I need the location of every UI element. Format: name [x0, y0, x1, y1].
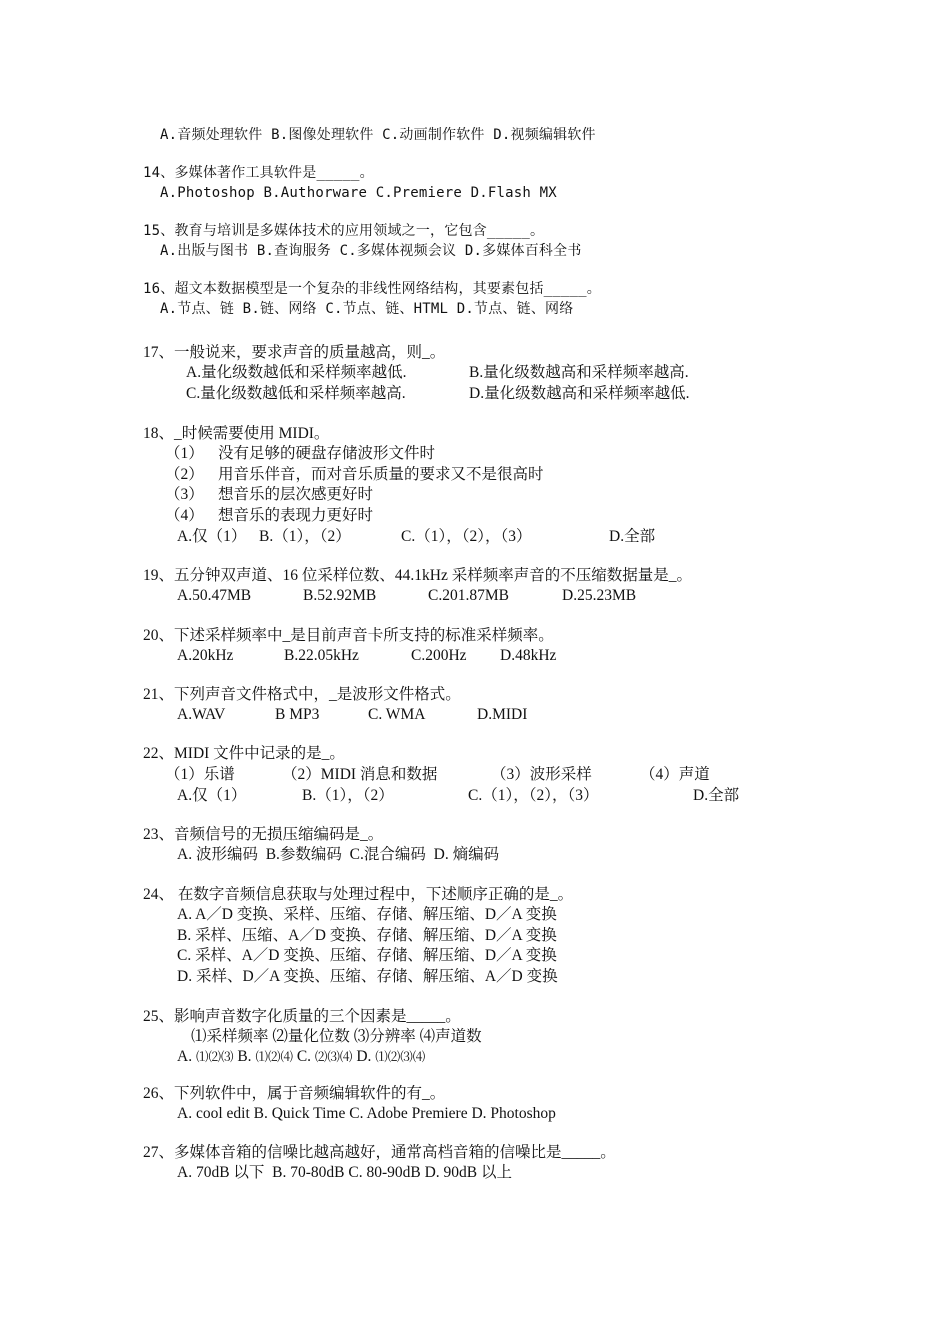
q16-options: A.节点、链 B.链、网络 C.节点、链、HTML D.节点、链、网络 [160, 301, 574, 317]
q18-stem: 18、_时候需要使用 MIDI。 [143, 425, 330, 442]
q21-stem: 21、下列声音文件格式中，_是波形文件格式。 [143, 686, 461, 703]
q18-item-num: （3） [165, 486, 204, 503]
q25-options [177, 1047, 425, 1067]
q18-option-d: D.全部 [609, 528, 656, 545]
q20-stem: 20、下述采样频率中_是目前声音卡所支持的标准采样频率。 [143, 627, 554, 644]
q18-option-a: A.仅（1） [177, 528, 247, 545]
q19-option-d: D.25.23MB [562, 587, 637, 604]
q17-stem: 17、一般说来，要求声音的质量越高，则_。 [143, 344, 446, 361]
q24-option-b: B. 采样、压缩、A／D 变换、存储、解压缩、D／A 变换 [177, 927, 557, 944]
q17-option-c: C.量化级数越低和采样频率越高. [186, 385, 406, 402]
q24-option-a: A. A／D 变换、采样、压缩、存储、解压缩、D／A 变换 [177, 906, 557, 923]
q22-item-3: （3）波形采样 [491, 766, 592, 783]
q15-stem: 15、教育与培训是多媒体技术的应用领域之一，它包含_____。 [143, 223, 545, 239]
q21-option-a: A.WAV [177, 706, 226, 723]
q22-item-2: （2）MIDI 消息和数据 [282, 766, 438, 783]
q25-option-b-label: B. [237, 1048, 252, 1065]
q18-item-text: 想音乐的表现力更好时 [218, 507, 374, 524]
q26-options: A. cool edit B. Quick Time C. Adobe Premiere D. Photoshop [177, 1105, 556, 1122]
q21-option-d: D.MIDI [477, 706, 528, 723]
q25-option-a-value: ⑴⑵⑶ [195, 1050, 234, 1064]
q15-options: A.出版与图书 B.查询服务 C.多媒体视频会议 D.多媒体百科全书 [160, 243, 582, 259]
q16-stem: 16、超文本数据模型是一个复杂的非线性网络结构，其要素包括_____。 [143, 281, 601, 297]
q25-option-b-value: ⑴⑵⑷ [255, 1050, 293, 1064]
q17-option-a: A.量化级数越低和采样频率越低. [186, 364, 407, 381]
q24-option-c: C. 采样、A／D 变换、压缩、存储、解压缩、D／A 变换 [177, 947, 557, 964]
q20-option-c: C.200Hz [411, 647, 467, 664]
q25-items: ⑴采样频率 ⑵量化位数 ⑶分辨率 ⑷声道数 [191, 1028, 482, 1045]
q25-stem: 25、影响声音数字化质量的三个因素是_____。 [143, 1008, 461, 1025]
q18-option-b: B.（1），（2） [259, 528, 351, 545]
q18-option-c: C.（1），（2），（3） [401, 528, 532, 545]
q25-option-c-label: C. [296, 1048, 312, 1065]
q18-item-text: 想音乐的层次感更好时 [218, 486, 374, 503]
q22-option-b: B.（1），（2） [302, 787, 394, 804]
q27-options: A. 70dB 以下 B. 70-80dB C. 80-90dB D. 90dB 以上 [177, 1164, 512, 1181]
q22-option-a: A.仅（1） [177, 787, 247, 804]
q18-item-num: （4） [165, 507, 204, 524]
q25-option-c-value: ⑵⑶⑷ [314, 1050, 353, 1064]
q23-options: A. 波形编码 B.参数编码 C.混合编码 D. 熵编码 [177, 846, 500, 863]
q20-option-d: D.48kHz [500, 647, 557, 664]
q20-option-a: A.20kHz [177, 647, 234, 664]
q14-stem: 14、多媒体著作工具软件是_____。 [143, 165, 374, 181]
q19-stem: 19、五分钟双声道、16 位采样位数、44.1kHz 采样频率声音的不压缩数据量是_。 [143, 567, 692, 584]
q18-item-num: （2） [165, 466, 204, 483]
q25-option-d-label: D. [356, 1048, 372, 1065]
q22-item-1: （1）乐谱 [165, 766, 235, 783]
q23-stem: 23、音频信号的无损压缩编码是_。 [143, 826, 384, 843]
q25-option-d-value: ⑴⑵⑶⑷ [375, 1050, 426, 1064]
q21-option-b: B MP3 [275, 706, 320, 723]
q19-option-c: C.201.87MB [428, 587, 509, 604]
q24-stem: 24、 在数字音频信息获取与处理过程中，下述顺序正确的是_。 [143, 886, 574, 903]
q14-options: A.Photoshop B.Authorware C.Premiere D.Flash MX [160, 185, 557, 201]
q25-option-a-label: A. [177, 1048, 193, 1065]
q18-item-text: 没有足够的硬盘存储波形文件时 [218, 445, 436, 462]
q19-option-a: A.50.47MB [177, 587, 252, 604]
q17-option-b: B.量化级数越高和采样频率越高. [469, 364, 689, 381]
q22-stem: 22、MIDI 文件中记录的是_。 [143, 745, 345, 762]
q24-option-d: D. 采样、D／A 变换、压缩、存储、解压缩、A／D 变换 [177, 968, 558, 985]
q20-option-b: B.22.05kHz [284, 647, 359, 664]
q18-item-num: （1） [165, 445, 204, 462]
q27-stem: 27、多媒体音箱的信噪比越高越好，通常高档音箱的信噪比是_____。 [143, 1144, 616, 1161]
q18-item-text: 用音乐伴音，而对音乐质量的要求又不是很高时 [218, 466, 544, 483]
q22-option-d: D.全部 [693, 787, 740, 804]
q21-option-c: C. WMA [368, 706, 426, 723]
q19-option-b: B.52.92MB [303, 587, 377, 604]
q13-options: A.音频处理软件 B.图像处理软件 C.动画制作软件 D.视频编辑软件 [160, 127, 596, 143]
q26-stem: 26、下列软件中，属于音频编辑软件的有_。 [143, 1085, 446, 1102]
q22-item-4: （4）声道 [640, 766, 710, 783]
q17-option-d: D.量化级数越高和采样频率越低. [469, 385, 690, 402]
q22-option-c: C.（1），（2），（3） [468, 787, 599, 804]
